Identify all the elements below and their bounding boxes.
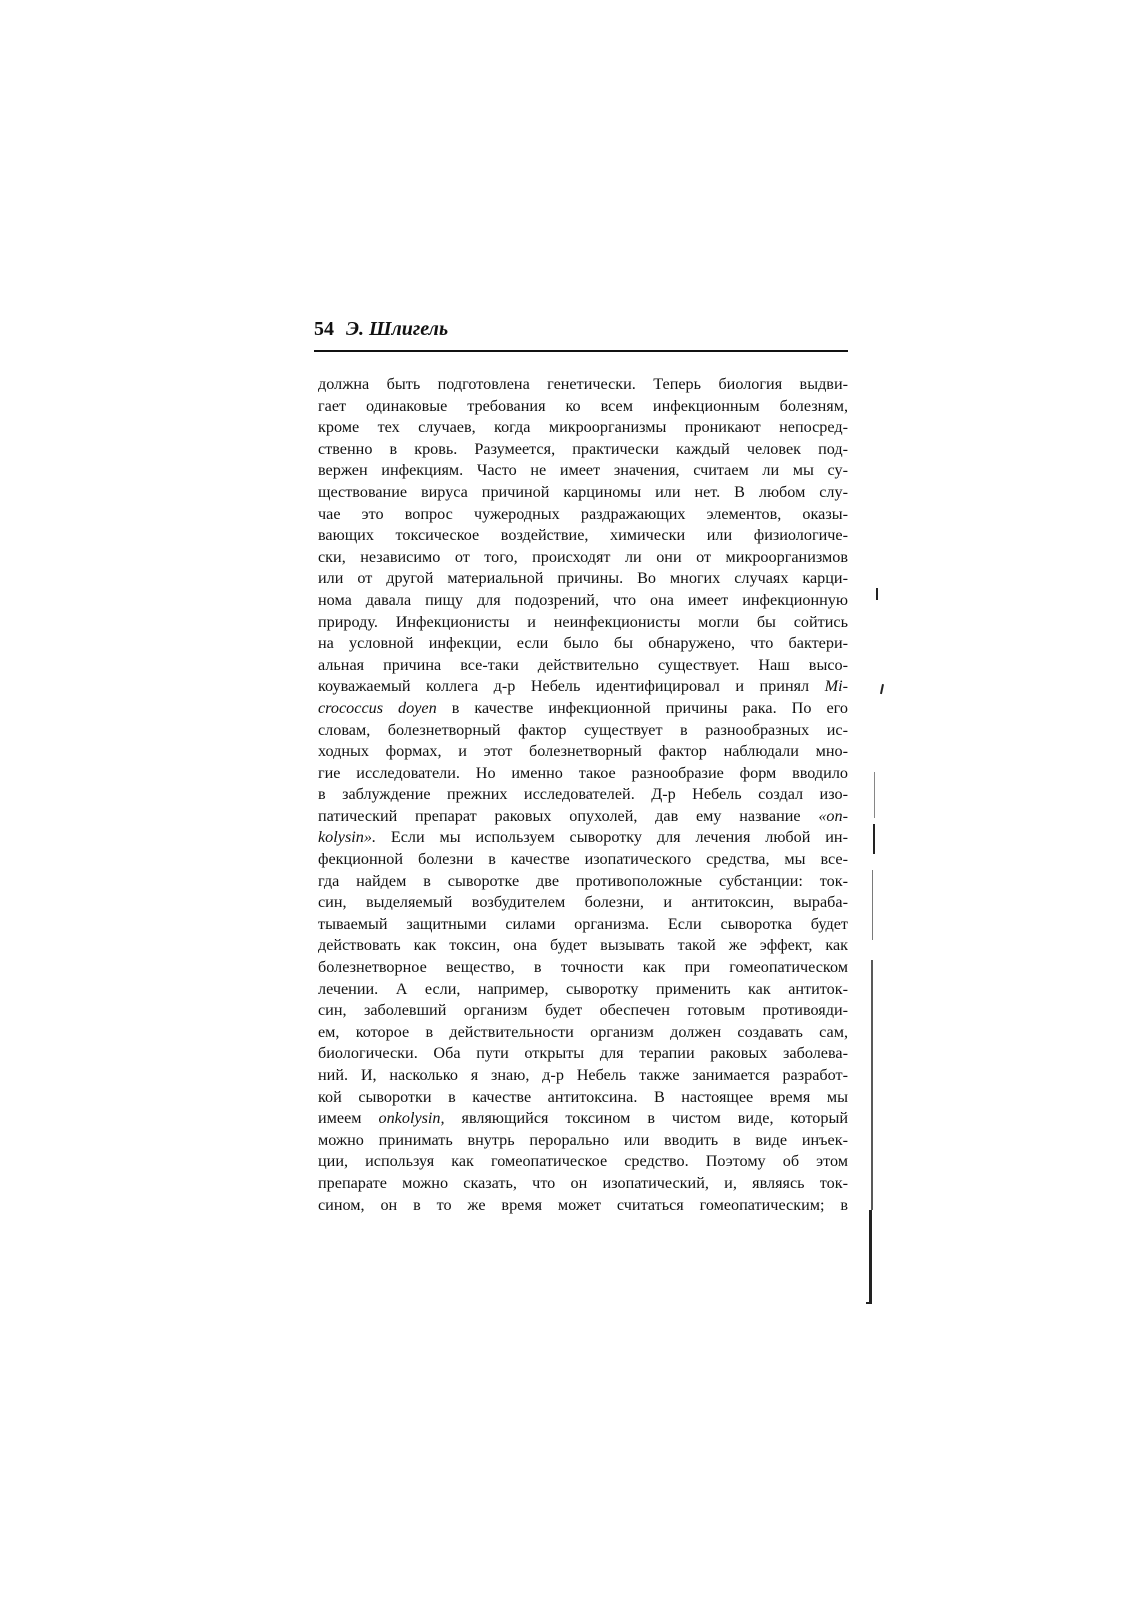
text-segment: гда найдем в сыворотке две противоположные субстанции: ток- [318, 871, 848, 890]
text-segment: действовать как токсин, она будет вызывать такой же эффект, как [318, 936, 848, 955]
text-line [318, 676, 848, 698]
text-segment: имеем [318, 1109, 379, 1128]
text-segment: ем, которое в действительности организм должен создавать сам, [318, 1022, 848, 1041]
page-number: 54 [314, 318, 334, 340]
text-line [318, 720, 848, 742]
scan-mark [874, 772, 875, 818]
text-segment: чае это вопрос чужеродных раздражающих элементов, оказы- [318, 504, 848, 523]
text-line [318, 1130, 848, 1152]
text-line [318, 935, 848, 957]
text-line [318, 784, 848, 806]
text-line [318, 914, 848, 936]
text-segment: альная причина все-таки действительно существует. Наш высо- [318, 655, 848, 674]
italic-text-segment: onkolysin, [378, 1109, 445, 1128]
scan-mark [873, 824, 875, 854]
text-segment: син, заболевший организм будет обеспечен готовым противояди- [318, 1001, 848, 1020]
text-segment: словам, болезнетворный фактор существует в разнообразных ис- [318, 720, 848, 739]
text-line [318, 547, 848, 569]
italic-text-segment: crococcus doyen [318, 698, 437, 717]
text-segment: коуважаемый коллега д-р Небель идентифицировал и принял [318, 677, 825, 696]
text-segment: ществование вируса причиной карциномы или нет. В любом слу- [318, 482, 848, 501]
header-rule [314, 350, 848, 352]
text-segment: препарате можно сказать, что он изопатический, и, являясь ток- [318, 1173, 848, 1192]
text-segment: являющийся токсином в чистом виде, который [444, 1109, 848, 1128]
text-line [318, 633, 848, 655]
text-segment: Если мы используем сыворотку для лечения любой ин- [376, 828, 848, 847]
text-line [318, 525, 848, 547]
text-segment: патический препарат раковых опухолей, дав ему название [318, 806, 819, 825]
text-segment: биологически. Оба пути открыты для терапии раковых заболева- [318, 1044, 848, 1063]
text-line [318, 698, 848, 720]
scan-mark [866, 1302, 872, 1304]
text-segment: кроме тех случаев, когда микроорганизмы проникают непосред- [318, 418, 848, 437]
text-segment: в качестве инфекционной причины рака. По его [436, 698, 848, 717]
text-segment: ции, используя как гомеопатическое средство. Поэтому об этом [318, 1152, 848, 1171]
text-line [318, 439, 848, 461]
text-line [318, 806, 848, 828]
text-segment: должна быть подготовлена генетически. Теперь биология выдви- [318, 375, 848, 393]
text-line [318, 1022, 848, 1044]
text-segment: вержен инфекциям. Часто не имеет значения, считаем ли мы су- [318, 461, 848, 480]
text-segment: ственно в кровь. Разумеется, практически каждый человек под- [318, 439, 848, 458]
text-line [318, 957, 848, 979]
text-segment: син, выделяемый возбудителем болезни, и антитоксин, выраба- [318, 893, 848, 912]
scan-mark [871, 960, 873, 1210]
text-segment: ходных формах, и этот болезнетворный фактор наблюдали мно- [318, 742, 848, 761]
scan-mark [876, 588, 878, 600]
text-line [318, 1195, 848, 1217]
running-head-author: Э. Шлигель [346, 318, 449, 340]
text-segment: кой сыворотки в качестве антитоксина. В настоящее время мы [318, 1087, 848, 1106]
text-segment: гие исследователи. Но именно такое разнообразие форм вводило [318, 763, 848, 782]
text-segment: лечении. А если, например, сыворотку применить как антиток- [318, 979, 848, 998]
text-segment: на условной инфекции, если было бы обнаружено, что бактери- [318, 634, 848, 653]
text-line [318, 417, 848, 439]
text-segment: можно принимать внутрь перорально или вводить в виде инъек- [318, 1130, 848, 1149]
page-header [314, 318, 848, 348]
text-segment: ний. И, насколько я знаю, д-р Небель также занимается разработ- [318, 1066, 848, 1084]
text-line [318, 374, 848, 396]
text-line [318, 871, 848, 893]
scan-mark [872, 870, 873, 940]
text-line [318, 763, 848, 785]
text-line [318, 568, 848, 590]
text-line [318, 827, 848, 849]
text-segment: природу. Инфекционисты и неинфекционисты могли бы сойтись [318, 612, 848, 631]
italic-text-segment: Mi- [824, 677, 848, 696]
text-line [318, 1173, 848, 1195]
text-line [318, 396, 848, 418]
scan-mark [880, 684, 884, 694]
italic-text-segment: «on- [818, 806, 848, 825]
text-segment: вающих токсическое воздействие, химически или физиологиче- [318, 526, 848, 545]
text-line [318, 504, 848, 526]
text-line [318, 849, 848, 871]
text-line [318, 1151, 848, 1173]
scan-mark [869, 1210, 872, 1302]
text-segment: ски, независимо от того, происходят ли они от микроорганизмов [318, 547, 848, 566]
text-segment: нома давала пищу для подозрений, что она имеет инфекционную [318, 590, 848, 609]
text-line [318, 590, 848, 612]
text-line [318, 1043, 848, 1065]
text-line [318, 892, 848, 914]
text-line [318, 741, 848, 763]
text-segment: или от другой материальной причины. Во многих случаях карци- [318, 569, 848, 588]
text-line [318, 1000, 848, 1022]
text-line [318, 1065, 848, 1087]
text-segment: сином, он в то же время может считаться гомеопатическим; в [318, 1195, 848, 1214]
text-segment: фекционной болезни в качестве изопатического средства, мы все- [318, 850, 848, 869]
text-segment: тываемый защитными силами организма. Если сыворотка будет [318, 914, 848, 933]
body-text [318, 374, 848, 1216]
text-segment: гает одинаковые требования ко всем инфекционным болезням, [318, 396, 848, 415]
text-line [318, 460, 848, 482]
text-line [318, 612, 848, 634]
text-line [318, 482, 848, 504]
text-line [318, 1087, 848, 1109]
italic-text-segment: kolysin». [318, 828, 376, 847]
text-line [318, 655, 848, 677]
text-line [318, 1108, 848, 1130]
text-line [318, 979, 848, 1001]
text-segment: болезнетворное вещество, в точности как при гомеопатическом [318, 958, 848, 977]
text-segment: в заблуждение прежних исследователей. Д-р Небель создал изо- [318, 785, 848, 804]
